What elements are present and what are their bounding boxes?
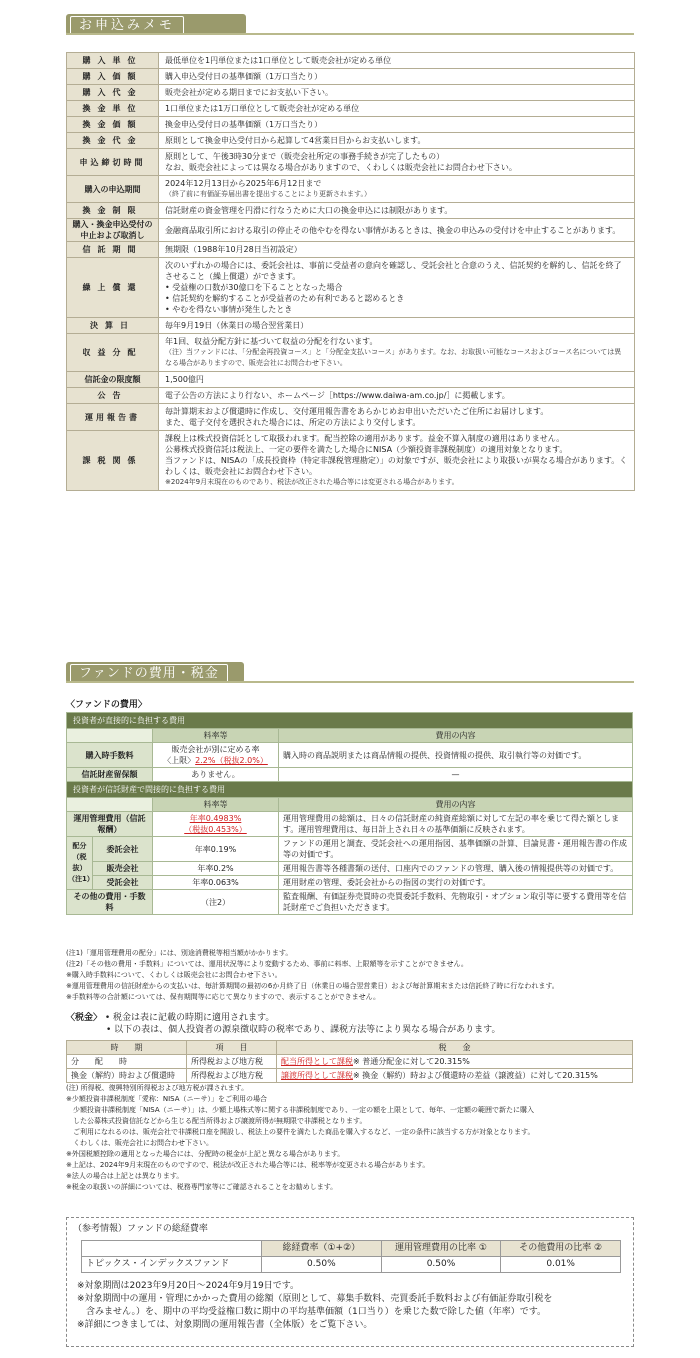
memo-row — [67, 431, 635, 491]
memo-row-value: 無期限（1988年10月28日当初設定） — [159, 242, 635, 258]
reserve-rate: ありません。 — [153, 768, 279, 782]
memo-row-label: 購入価額 — [67, 69, 159, 85]
alloc-content-2: 運用財産の管理、委託会社からの指図の実行の対価です。 — [279, 876, 633, 890]
fees-section-divider — [66, 681, 634, 683]
memo-row — [67, 258, 635, 318]
tax-line-1: • 税金は表に記載の時期に適用されます。 — [104, 1013, 275, 1023]
tax-col-time: 時 期 — [67, 1041, 187, 1055]
purchase-fee-label: 購入時手数料 — [67, 743, 153, 768]
purchase-fee-content: 購入時の商品説明または商品情報の提供、投資情報の提供、取引執行等の対価です。 — [279, 743, 633, 768]
col-content-header-2: 費用の内容 — [279, 798, 633, 812]
memo-row-label: 換金価額 — [67, 117, 159, 133]
col-rate-header-2: 料率等 — [153, 798, 279, 812]
tax-row-1-time: 換金（解約）時および償還時 — [67, 1069, 187, 1083]
memo-row-value: 最低単位を1円単位または1口単位として販売会社が定める単位 — [159, 53, 635, 69]
memo-row — [67, 388, 635, 404]
memo-row-value: 毎年9月19日（休業日の場合翌営業日） — [159, 318, 635, 334]
tax-row-0-tax: 配当所得として課税※ 普通分配金に対して20.315% — [277, 1055, 633, 1069]
memo-row-label: 決算日 — [67, 318, 159, 334]
tax-col-tax: 税 金 — [277, 1041, 633, 1055]
reference-box — [66, 1217, 634, 1347]
tax-notes: (注) 所得税、復興特別所得税および地方税が課されます。 ※少額投資非課税制度「愛称：NISA（ニーサ）」をご利用の場合 少額投資非課税制度「NISA（ニーサ）」は、少額上場株式等に関する非課税制度であり、一定の額を上限として、毎年、一定額の範囲で新たに購入 した公募株式投資信託などから生じる配当所得および譲渡所得が無期限で非課税となります。 ご利用になれるのは、販売会社で非課税口座を開設し、税法上の要件を満たした商品を購入するなど、一定の条件に該当する方が対象となります。 くわしくは、販売会社にお問合わせ下さい。 ※外国税額控除の適用となった場合には、分配時の税金が上記と異なる場合があります。 ※上記は、2024年9月末現在のものですので、税法が改正された場合等には、税率等が変更される場合があります。 ※法人の場合は上記とは異なります。 ※税金の取扱いの詳細については、税務専門家等にご確認されることをお勧めします。 — [66, 1084, 535, 1191]
reference-notes: ※対象期間は2023年9月20日〜2024年9月19日です。 ※対象期間中の運用・管理にかかった費用の総額（原則として、募集手数料、売買委託手数料および有価証券取引税を 含みません。）を、期中の平均受益権口数に期中の平均基準価額（1口当り）を乗じた数で除した値（年率）です。 ※詳細につきましては、対象期間の運用報告書（全体版）をご覧下さい。 — [77, 1281, 553, 1330]
mgmt-fee-content: 運用管理費用の総額は、日々の信託財産の純資産総額に対して左記の率を乗じて得た額とします。運用管理費用は、毎日計上され日々の基準価額に反映されます。 — [279, 812, 633, 837]
alloc-rate-2: 年率0.063% — [153, 876, 279, 890]
memo-row-label: 収益分配 — [67, 334, 159, 372]
tax-header — [66, 1012, 500, 1036]
memo-row-label: 購入の申込期間 — [67, 176, 159, 203]
memo-row-label: 換金制限 — [67, 203, 159, 219]
memo-row — [67, 117, 635, 133]
memo-row-label: 信託期間 — [67, 242, 159, 258]
ref-v3: 0.01% — [501, 1257, 621, 1273]
fees-label: 〈ファンドの費用〉 — [66, 700, 147, 710]
ref-v2: 0.50% — [381, 1257, 501, 1273]
memo-row-value: 購入申込受付日の基準価額（1万口当たり） — [159, 69, 635, 85]
memo-section-divider — [66, 33, 634, 35]
tax-row-1-item: 所得税および地方税 — [187, 1069, 277, 1083]
memo-row-value: 販売会社が定める期日までにお支払い下さい。 — [159, 85, 635, 101]
memo-row-label: 換金代金 — [67, 133, 159, 149]
memo-row-value: 金融商品取引所における取引の停止その他やむを得ない事情があるときは、換金の申込みの受付けを中止することがあります。 — [159, 219, 635, 242]
memo-row-value: 年1回、収益分配方針に基づいて収益の分配を行ないます。 （注）当ファンドには、「分配金再投資コース」と「分配金支払いコース」があります。なお、お取扱い可能なコースおよびコース名については異なる場合がありますので、販売会社にお問合わせ下さい。 — [159, 334, 635, 372]
memo-row — [67, 69, 635, 85]
memo-row-label: 申込締切時間 — [67, 149, 159, 176]
alloc-rate-1: 年率0.2% — [153, 862, 279, 876]
memo-row-label: 購入代金 — [67, 85, 159, 101]
memo-row-value: 電子公告の方法により行ない、ホームページ［https://www.daiwa-am.co.jp/］に掲載します。 — [159, 388, 635, 404]
ref-h1: 総経費率（①+②） — [262, 1241, 382, 1257]
ref-v1: 0.50% — [262, 1257, 382, 1273]
memo-row — [67, 242, 635, 258]
fees-section-title: ファンドの費用・税金 — [70, 664, 228, 683]
memo-row-value: 換金申込受付日の基準価額（1万口当たり） — [159, 117, 635, 133]
alloc-rate-0: 年率0.19% — [153, 837, 279, 862]
memo-row-value: 毎計算期末および償還時に作成し、交付運用報告書をあらかじめお申出いただいたご住所にお届けします。 また、電子交付を選択された場合には、所定の方法により交付します。 — [159, 404, 635, 431]
memo-row-value: 原則として換金申込受付日から起算して4営業日目からお支払いします。 — [159, 133, 635, 149]
memo-row-label: 課税関係 — [67, 431, 159, 491]
alloc-label: 配分（税抜）（注1） — [67, 837, 93, 890]
fees-section-header — [66, 662, 244, 683]
mgmt-fee-label: 運用管理費用（信託報酬） — [67, 812, 153, 837]
memo-row-label: 購入・換金申込受付の中止および取消し — [67, 219, 159, 242]
memo-row — [67, 85, 635, 101]
alloc-content-0: ファンドの運用と調査、受託会社への運用指図、基準価額の計算、目論見書・運用報告書の作成等の対価です。 — [279, 837, 633, 862]
fee-notes: (注1)「運用管理費用の配分」には、別途消費税等相当額がかかります。 (注2)「その他の費用・手数料」については、運用状況等により変動するため、事前に料率、上限額等を示すことができません。 ※購入時手数料について、くわしくは販売会社にお問合わせ下さい。 ※運用管理費用の信託財産からの支払いは、毎計算期間の最初の6か月終了日（休業日の場合翌営業日）および毎計算期末または信託終了時に行なわれます。 ※手数料等の合計額については、保有期間等に応じて異なりますので、表示することができません。 — [66, 949, 559, 1001]
memo-row — [67, 404, 635, 431]
tax-row-0-item: 所得税および地方税 — [187, 1055, 277, 1069]
memo-row-value: 次のいずれかの場合には、委託会社は、事前に受益者の意向を確認し、受託会社と合意のうえ、信託契約を解約し、信託を終了させること（繰上償還）ができます。 • 受益権の口数が30億口を下ることとなった場合 • 信託契約を解約することが受益者のため有利であると認めるとき • やむを得ない事情が発生したとき — [159, 258, 635, 318]
other-fee-content: 監査報酬、有価証券売買時の売買委託手数料、先物取引・オプション取引等に要する費用等を信託財産でご負担いただきます。 — [279, 890, 633, 915]
memo-row — [67, 176, 635, 203]
memo-row — [67, 203, 635, 219]
memo-row-value: 信託財産の資金管理を円滑に行なうために大口の換金申込には制限があります。 — [159, 203, 635, 219]
memo-row — [67, 149, 635, 176]
memo-row-label: 購入単位 — [67, 53, 159, 69]
ref-fund-name: トピックス・インデックスファンド — [82, 1257, 262, 1273]
memo-row-label: 公告 — [67, 388, 159, 404]
memo-row-value: 2024年12月13日から2025年6月12日まで （終了前に有価証券届出書を提出することにより更新されます。） — [159, 176, 635, 203]
tax-label: 〈税金〉 — [66, 1013, 103, 1023]
memo-row — [67, 101, 635, 117]
memo-row-label: 信託金の限度額 — [67, 372, 159, 388]
col-content-header: 費用の内容 — [279, 729, 633, 743]
ref-h3: その他費用の比率 ② — [501, 1241, 621, 1257]
ref-h2: 運用管理費用の比率 ① — [381, 1241, 501, 1257]
mgmt-fee-rate: 年率0.4983% （税抜0.453%） — [153, 812, 279, 837]
reserve-content: — — [279, 768, 633, 782]
memo-row — [67, 219, 635, 242]
direct-cost-band: 投資者が直接的に負担する費用 — [67, 713, 633, 729]
tax-table — [66, 1040, 633, 1083]
fee-table — [66, 712, 633, 915]
reference-table — [81, 1240, 621, 1273]
memo-row-value: 1,500億円 — [159, 372, 635, 388]
memo-row-label: 換金単位 — [67, 101, 159, 117]
alloc-item-0: 委託会社 — [93, 837, 153, 862]
tax-row-0-time: 分 配 時 — [67, 1055, 187, 1069]
memo-row — [67, 133, 635, 149]
memo-row-value: 課税上は株式投資信託として取扱われます。配当控除の適用があります。益金不算入制度の適用はありません。 公募株式投資信託は税法上、一定の要件を満たした場合にNISA（少額投資非課税制度）の適用対象となります。 当ファンドは、NISAの「成長投資枠（特定非課税管理勘定）」の対象ですが、販売会社により取扱いが異なる場合があります。くわしくは、販売会社にお問合わせ下さい。 ※2024年9月末現在のものであり、税法が改正された場合等には変更される場合があります。 — [159, 431, 635, 491]
memo-row-value: 1口単位または1万口単位として販売会社が定める単位 — [159, 101, 635, 117]
memo-row — [67, 318, 635, 334]
tax-col-item: 項 目 — [187, 1041, 277, 1055]
other-fee-label: その他の費用・手数料 — [67, 890, 153, 915]
tax-line-2: • 以下の表は、個人投資者の源泉徴収時の税率であり、課税方法等により異なる場合があります。 — [106, 1025, 501, 1035]
memo-row — [67, 334, 635, 372]
alloc-item-2: 受託会社 — [93, 876, 153, 890]
memo-row — [67, 372, 635, 388]
memo-section-title: お申込みメモ — [70, 16, 184, 35]
reference-title: （参考情報）ファンドの総経費率 — [73, 1224, 208, 1234]
col-rate-header: 料率等 — [153, 729, 279, 743]
indirect-cost-band: 投資者が信託財産で間接的に負担する費用 — [67, 782, 633, 798]
tax-row-1-tax: 譲渡所得として課税※ 換金（解約）時および償還時の差益（譲渡益）に対して20.315% — [277, 1069, 633, 1083]
other-fee-rate: （注2） — [153, 890, 279, 915]
alloc-item-1: 販売会社 — [93, 862, 153, 876]
memo-table — [66, 52, 635, 491]
memo-row-value: 原則として、午後3時30分まで（販売会社所定の事務手続きが完了したもの） なお、販売会社によっては異なる場合がありますので、くわしくは販売会社にお問合わせ下さい。 — [159, 149, 635, 176]
purchase-fee-rate: 販売会社が別に定める率 〈上限〉2.2%（税抜2.0%） — [153, 743, 279, 768]
alloc-content-1: 運用報告書等各種書類の送付、口座内でのファンドの管理、購入後の情報提供等の対価です。 — [279, 862, 633, 876]
memo-row — [67, 53, 635, 69]
memo-section-header — [66, 14, 246, 35]
reserve-label: 信託財産留保額 — [67, 768, 153, 782]
memo-row-label: 繰上償還 — [67, 258, 159, 318]
memo-row-label: 運用報告書 — [67, 404, 159, 431]
